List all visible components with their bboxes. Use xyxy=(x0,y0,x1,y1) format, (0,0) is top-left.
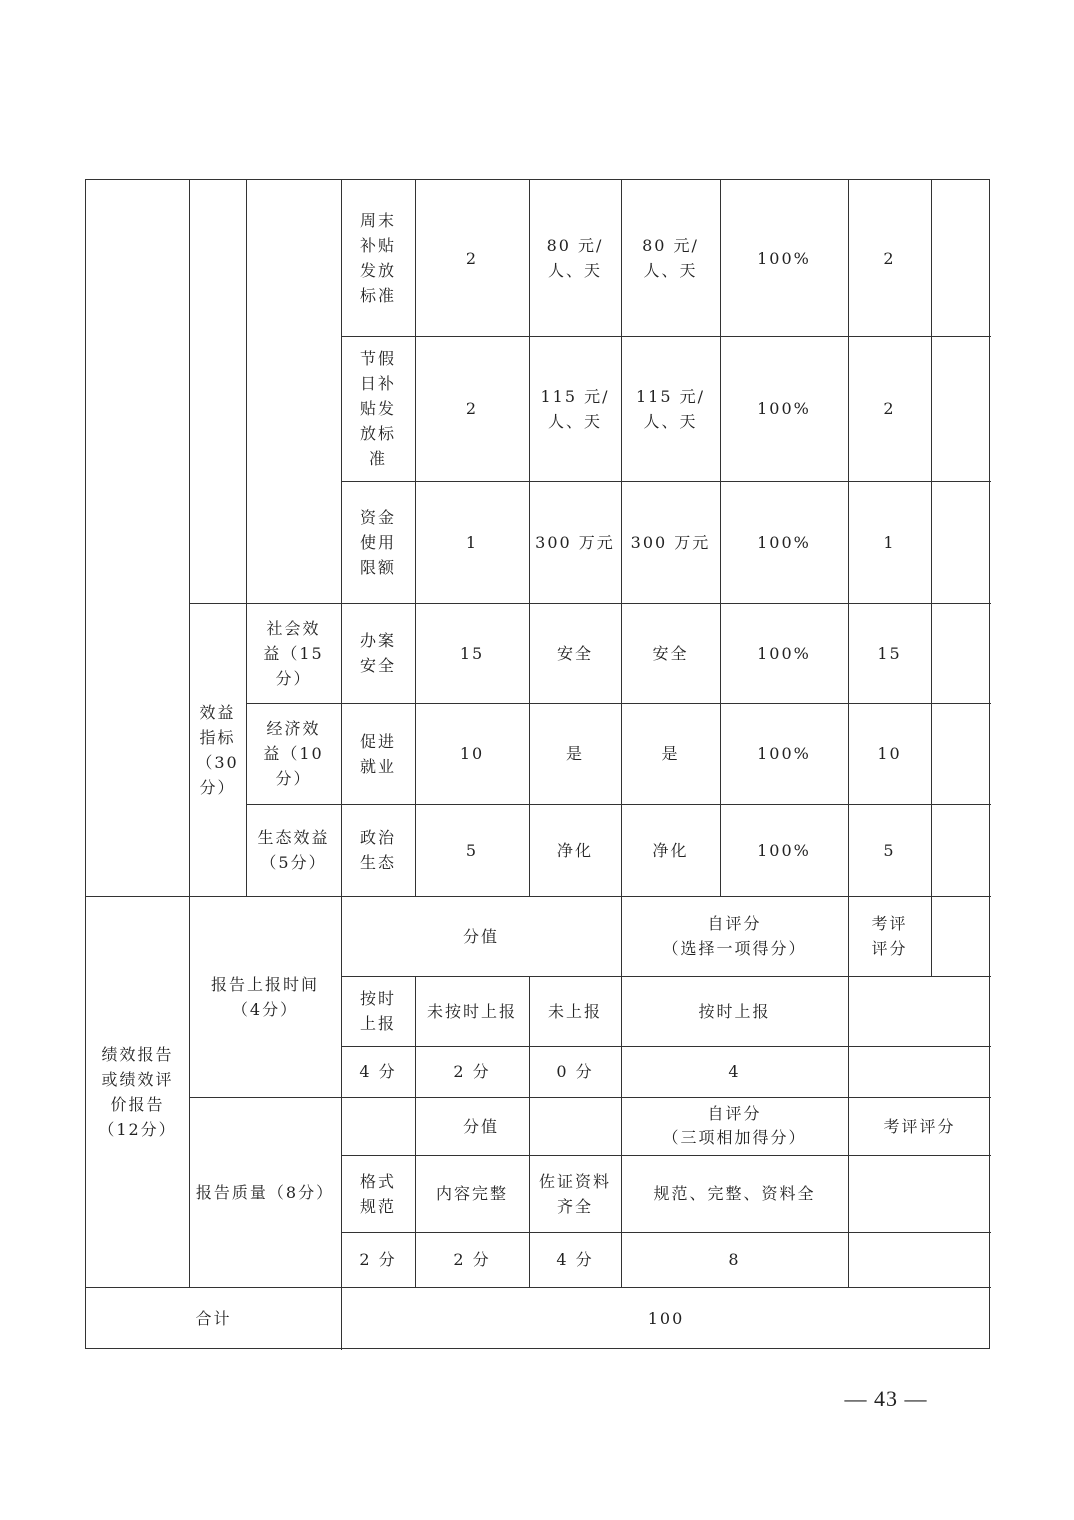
rate-cell: 100% xyxy=(757,643,811,663)
indicator-cell: 节假日补贴发放标准 xyxy=(359,349,396,468)
benefit-indicator-label: 效益指标（30分） xyxy=(196,702,239,797)
total-value: 100 xyxy=(647,1309,685,1328)
page-number: — 43 — xyxy=(844,1386,928,1411)
weight-cell: 1 xyxy=(465,532,479,552)
actual-cell: 80 元/人、天 xyxy=(642,236,699,280)
timing-option-score: 4 分 xyxy=(359,1062,397,1081)
score-cell: 1 xyxy=(883,532,896,552)
score-cell: 5 xyxy=(883,840,896,860)
timing-option: 未按时上报 xyxy=(426,1001,517,1021)
score-cell: 2 xyxy=(883,399,896,418)
economic-benefit-label: 经济效益（10分） xyxy=(263,719,324,788)
timing-option-score: 0 分 xyxy=(556,1062,594,1081)
quality-option-score: 2 分 xyxy=(453,1250,491,1269)
indicator-cell: 办案安全 xyxy=(359,631,396,675)
rate-cell: 100% xyxy=(757,399,811,418)
indicator-cell: 资金使用限额 xyxy=(359,507,396,577)
quality-score-header: 分值 xyxy=(462,1116,499,1136)
rate-cell: 100% xyxy=(757,248,811,268)
rate-cell: 100% xyxy=(757,532,811,552)
quality-option-score: 2 分 xyxy=(359,1250,397,1269)
quality-self-header: 自评分 （三项相加得分） xyxy=(662,1104,807,1147)
indicator-cell: 政治生态 xyxy=(359,828,396,872)
timing-option: 未上报 xyxy=(547,1001,602,1021)
weight-cell: 10 xyxy=(459,744,485,763)
quality-self-value: 规范、完整、资料全 xyxy=(653,1184,816,1203)
ecological-benefit-label: 生态效益（5分） xyxy=(257,828,330,872)
timing-self-value: 按时上报 xyxy=(698,1001,771,1021)
timing-score-header: 分值 xyxy=(462,926,499,946)
report-timing-label: 报告上报时间（4分） xyxy=(210,974,319,1019)
target-cell: 115 元/人、天 xyxy=(540,386,610,431)
target-cell: 安全 xyxy=(556,643,593,663)
grid-line xyxy=(931,180,932,976)
actual-cell: 300 万元 xyxy=(630,532,711,552)
indicator-cell: 周末补贴发放标准 xyxy=(359,211,396,305)
target-cell: 80 元/人、天 xyxy=(546,236,604,280)
timing-option-score: 2 分 xyxy=(453,1062,491,1081)
actual-cell: 115 元/人、天 xyxy=(635,386,706,431)
report-quality-label: 报告质量（8分） xyxy=(195,1182,335,1202)
total-label: 合计 xyxy=(195,1309,232,1328)
target-cell: 300 万元 xyxy=(535,532,615,552)
rate-cell: 100% xyxy=(757,744,811,763)
weight-cell: 2 xyxy=(465,399,479,418)
score-cell: 2 xyxy=(883,248,896,268)
weight-cell: 2 xyxy=(465,248,479,268)
weight-cell: 15 xyxy=(459,643,485,663)
timing-review-header: 考评评分 xyxy=(871,914,908,958)
actual-cell: 安全 xyxy=(652,643,689,663)
target-cell: 是 xyxy=(565,744,584,763)
quality-review-header: 考评评分 xyxy=(883,1116,956,1136)
timing-self-header: 自评分 （选择一项得分） xyxy=(662,914,807,958)
quality-option: 格式规范 xyxy=(359,1171,396,1216)
quality-option: 佐证资料齐全 xyxy=(538,1171,611,1216)
score-cell: 15 xyxy=(877,643,902,663)
quality-option-score: 4 分 xyxy=(556,1250,594,1269)
indicator-cell: 促进就业 xyxy=(359,731,396,776)
timing-self-score: 4 xyxy=(728,1062,741,1081)
target-cell: 净化 xyxy=(556,840,593,860)
actual-cell: 净化 xyxy=(652,840,689,860)
weight-cell: 5 xyxy=(465,840,479,860)
report-section-label: 绩效报告或绩效评价报告（12分） xyxy=(98,1044,177,1139)
rate-cell: 100% xyxy=(757,840,811,860)
social-benefit-label: 社会效益（15分） xyxy=(263,618,324,688)
performance-evaluation-table xyxy=(85,179,990,1349)
quality-option: 内容完整 xyxy=(435,1184,508,1203)
score-cell: 10 xyxy=(877,744,902,763)
timing-option: 按时上报 xyxy=(359,989,396,1033)
quality-self-score: 8 xyxy=(728,1250,741,1269)
actual-cell: 是 xyxy=(661,744,680,763)
